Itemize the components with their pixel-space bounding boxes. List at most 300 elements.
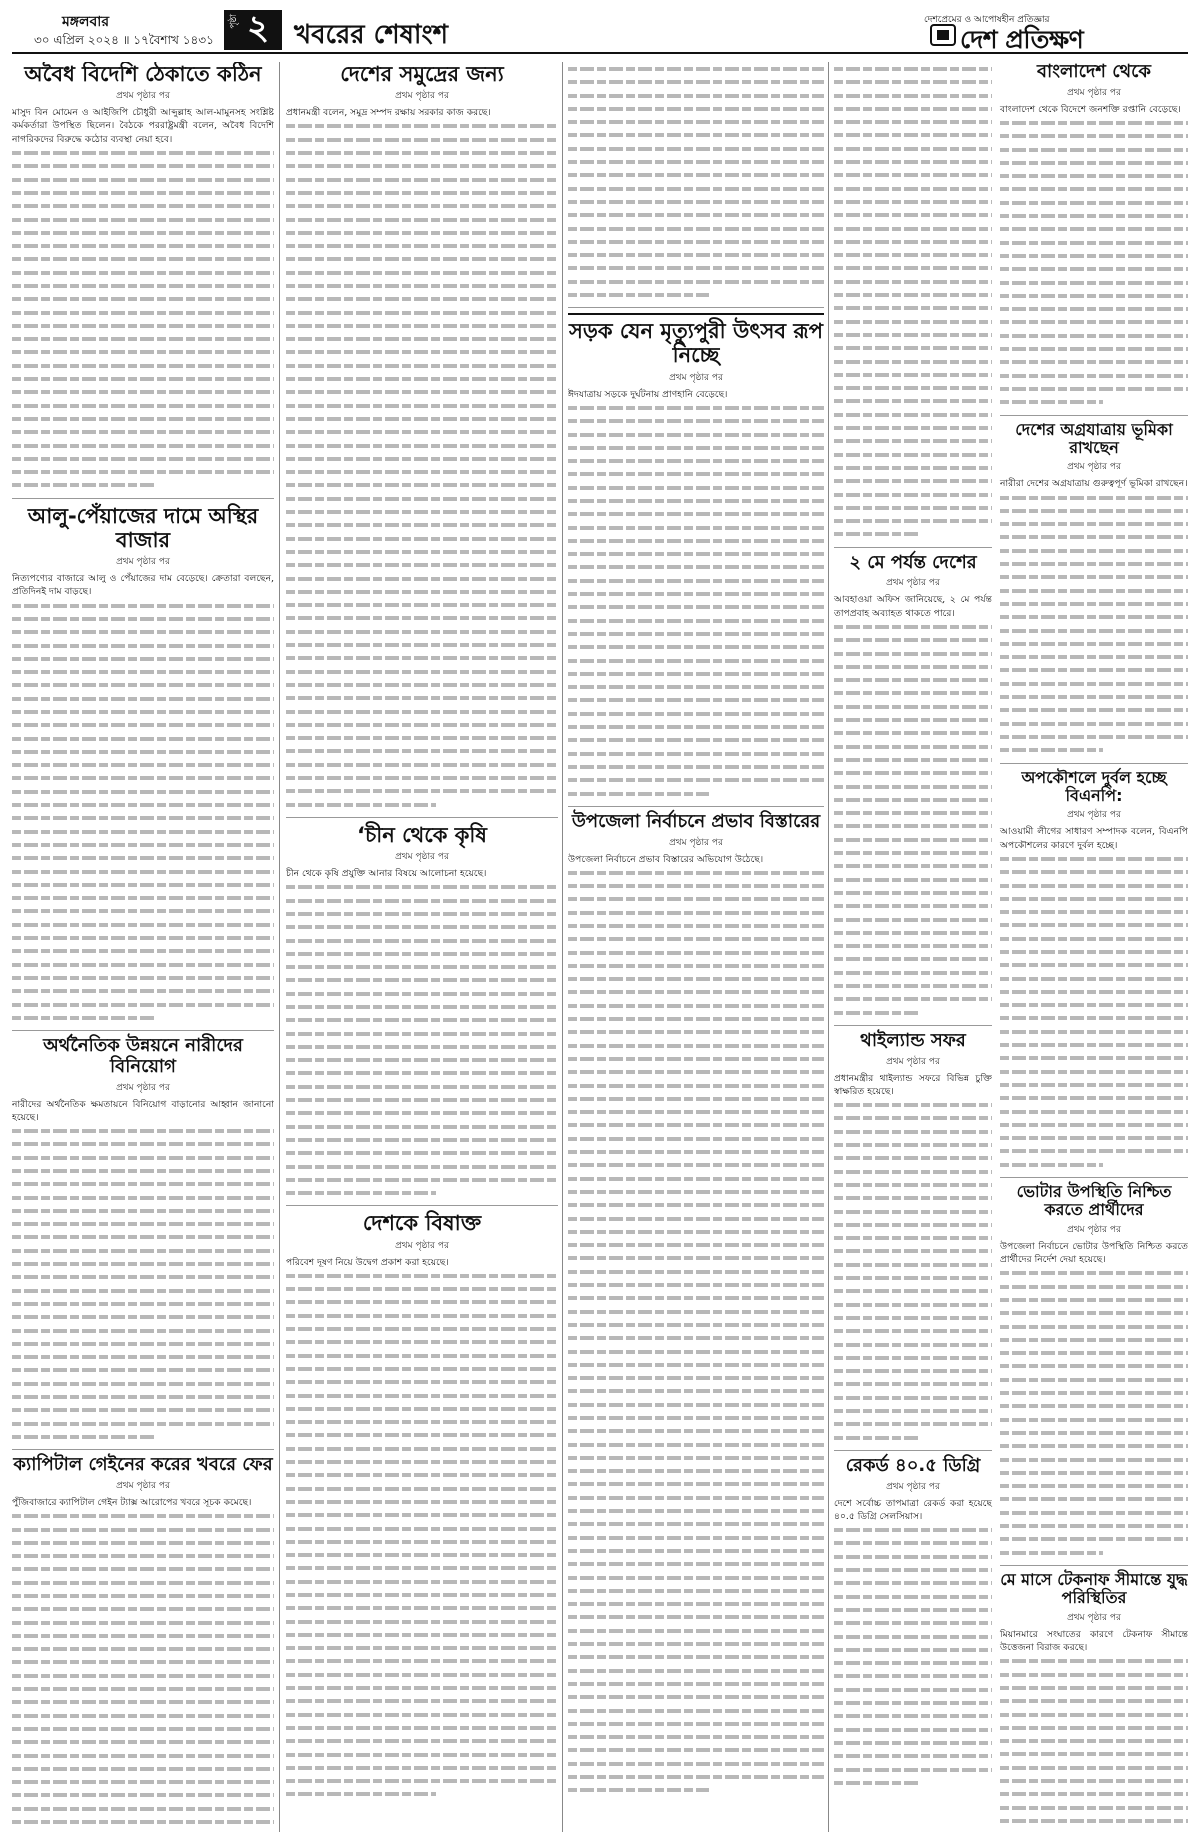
text-line (834, 168, 992, 181)
story-body-continued (834, 62, 992, 541)
text-line (568, 1438, 824, 1451)
jump-label: প্রথম পৃষ্ঠার পর (116, 1480, 170, 1491)
story-body: পুঁজিবাজারে ক্যাপিটাল গেইন ট্যাক্স আরোপের খবরে সূচক কমেছে। (12, 1496, 252, 1508)
text-line (1000, 1774, 1188, 1787)
page-label: পৃষ্ঠা (229, 14, 239, 29)
text-line (834, 979, 992, 992)
text-line (568, 787, 709, 800)
text-line (834, 408, 992, 421)
text-line (568, 1265, 824, 1278)
text-line (286, 1173, 558, 1186)
text-line (12, 665, 274, 678)
text-line (568, 182, 824, 195)
story-body-continued (1000, 852, 1188, 1171)
text-line (1000, 1734, 1188, 1747)
text-line (568, 1132, 824, 1145)
text-line (286, 598, 558, 611)
text-line (12, 1602, 274, 1615)
text-line (834, 740, 992, 753)
text-line (12, 425, 274, 438)
text-line (834, 248, 992, 261)
text-line (12, 1735, 274, 1748)
text-line (12, 1616, 274, 1629)
text-line (1000, 329, 1188, 342)
text-line (834, 1151, 992, 1164)
story-headline: অপকৌশলে দুর্বল হচ্ছে বিএনপি: (1021, 767, 1167, 805)
text-line (12, 918, 274, 931)
jump-label: প্রথম পৃষ্ঠার পর (886, 578, 940, 589)
text-line (12, 958, 274, 971)
text-line (834, 1098, 992, 1111)
text-line (12, 1762, 274, 1775)
text-line (1000, 918, 1188, 931)
text-line (12, 798, 274, 811)
text-line (286, 173, 558, 186)
text-line (1000, 1359, 1188, 1372)
text-line (568, 1185, 824, 1198)
text-line (12, 1695, 274, 1708)
text-line (834, 421, 992, 434)
text-line (286, 771, 558, 784)
text-line (834, 208, 992, 221)
text-line (1000, 892, 1188, 905)
text-line (286, 1146, 558, 1159)
text-line (1000, 196, 1188, 209)
text-line (834, 1125, 992, 1138)
text-line (12, 785, 274, 798)
text-line (286, 1415, 558, 1428)
text-line (12, 319, 274, 332)
text-line (568, 1092, 824, 1105)
story-body-continued (834, 1523, 992, 1789)
column-rule (562, 62, 563, 1832)
text-line (1000, 1399, 1188, 1412)
text-line (1000, 1293, 1188, 1306)
text-line (834, 235, 992, 248)
text-line (1000, 182, 1188, 195)
text-line (1000, 1827, 1188, 1832)
text-line (286, 372, 558, 385)
text-line (1000, 1025, 1188, 1038)
text-line (568, 62, 824, 75)
text-line (286, 1761, 558, 1774)
text-line (1000, 1065, 1188, 1078)
story-headline: অর্থনৈতিক উন্নয়নে নারীদের বিনিয়োগ (43, 1035, 243, 1077)
divider (834, 1450, 992, 1451)
text-line (286, 478, 558, 491)
newspaper-logo-icon (930, 24, 956, 46)
text-line (12, 692, 274, 705)
text-line (12, 1655, 274, 1668)
text-line (568, 414, 824, 427)
text-line (12, 1390, 274, 1403)
text-line (1000, 985, 1188, 998)
jump-label: প্রথম পৃষ্ঠার পর (116, 557, 170, 568)
text-line (568, 1318, 824, 1331)
text-line (834, 1298, 992, 1311)
text-line (12, 399, 274, 412)
text-line (568, 627, 824, 640)
text-line (1000, 169, 1188, 182)
text-line (1000, 1814, 1188, 1827)
text-line (12, 239, 274, 252)
text-line (12, 599, 274, 612)
text-line (286, 119, 558, 132)
jump-label: প্রথম পৃষ্ঠার পর (116, 1082, 170, 1093)
text-line (568, 1358, 824, 1371)
text-line (12, 1177, 274, 1190)
story-headline: রেকর্ড ৪০.৫ ডিগ্রি (845, 1454, 981, 1476)
text-line (834, 633, 992, 646)
story-headline: দেশের অগ্রযাত্রায় ভূমিকা রাখছেন (1015, 419, 1173, 457)
text-line (1000, 743, 1103, 756)
text-line (286, 1322, 558, 1335)
text-line (568, 1557, 824, 1570)
text-line (12, 213, 274, 226)
text-line (1000, 932, 1188, 945)
text-line (286, 880, 558, 893)
text-line (568, 1690, 824, 1703)
text-line (834, 833, 992, 846)
text-line (286, 920, 558, 933)
text-line (834, 1709, 992, 1722)
text-line (12, 745, 274, 758)
text-line (568, 972, 824, 985)
text-line (1000, 690, 1188, 703)
text-line (568, 1411, 824, 1424)
text-line (1000, 315, 1188, 328)
story-voter (1000, 1183, 1188, 1559)
text-line (286, 1654, 558, 1667)
text-line (834, 660, 992, 673)
text-line (1000, 1532, 1188, 1545)
text-line (286, 718, 558, 731)
text-line (12, 1297, 274, 1310)
text-line (568, 707, 824, 720)
jump-label: প্রথম পৃষ্ঠার পর (669, 372, 723, 383)
text-line (12, 891, 274, 904)
text-line (568, 932, 824, 945)
text-line (286, 625, 558, 638)
text-line (12, 1788, 274, 1801)
text-line (286, 133, 558, 146)
text-line (834, 1763, 992, 1776)
text-line (12, 345, 274, 358)
text-line (286, 1694, 558, 1707)
text-line (1000, 998, 1188, 1011)
story-body: বাংলাদেশ থেকে বিদেশে জনশক্তি রপ্তানি বেড়েছে। (1000, 103, 1181, 115)
text-line (286, 159, 558, 172)
divider (12, 1030, 274, 1031)
text-line (834, 819, 992, 832)
text-line (12, 372, 274, 385)
text-line (834, 966, 992, 979)
story-upazila (568, 812, 824, 1797)
story-body-continued (568, 866, 824, 1797)
text-line (834, 328, 992, 341)
jump-label: প্রথম পৃষ্ঠার পর (1067, 810, 1121, 821)
text-line (12, 1802, 274, 1815)
text-line (834, 315, 992, 328)
text-line (834, 195, 992, 208)
text-line (286, 1721, 558, 1734)
column-4-left (834, 62, 992, 1832)
text-line (568, 102, 824, 115)
text-line (12, 1230, 274, 1243)
text-line (568, 1291, 824, 1304)
jump-label: প্রথম পৃষ্ঠার পর (1067, 462, 1121, 473)
text-line (1000, 116, 1188, 129)
text-line (12, 865, 274, 878)
text-line (12, 1284, 274, 1297)
text-line (1000, 1761, 1188, 1774)
text-line (286, 1668, 558, 1681)
story-body-continued (834, 1098, 992, 1444)
text-line (834, 288, 992, 301)
text-line (568, 1278, 824, 1291)
text-line (12, 1562, 274, 1575)
story-headline: থাইল্যান্ড সফর (860, 1029, 966, 1051)
text-line (286, 1615, 558, 1628)
text-line (286, 1588, 558, 1601)
text-line (12, 1310, 274, 1323)
text-line (1000, 1721, 1188, 1734)
story-body-continued (1000, 116, 1188, 409)
text-line (286, 1508, 558, 1521)
text-line (568, 1544, 824, 1557)
text-line (568, 1198, 824, 1211)
text-line (1000, 504, 1188, 517)
text-line (834, 1218, 992, 1231)
text-line (834, 1523, 992, 1536)
text-line (1000, 544, 1188, 557)
story-body: প্রধানমন্ত্রীর থাইল্যান্ড সফরে বিভিন্ন চুক্তি স্বাক্ষরিত হয়েছে। (834, 1072, 992, 1097)
text-line (834, 275, 992, 288)
text-line (12, 944, 274, 957)
text-line (568, 906, 824, 919)
text-line (568, 195, 824, 208)
text-line (286, 651, 558, 664)
text-line (568, 892, 824, 905)
text-line (12, 1430, 156, 1443)
story-headline: ‘চীন থেকে কৃষি (356, 822, 487, 847)
text-line (1000, 156, 1188, 169)
text-line (12, 1217, 274, 1230)
jump-label: প্রথম পৃষ্ঠার পর (395, 1240, 449, 1251)
text-line (568, 481, 824, 494)
divider (286, 1205, 558, 1206)
text-line (834, 222, 992, 235)
text-line (1000, 222, 1188, 235)
text-line (286, 399, 558, 412)
text-line (834, 620, 992, 633)
text-line (12, 1682, 274, 1695)
text-line (12, 904, 274, 917)
text-line (286, 532, 558, 545)
text-line (286, 1269, 558, 1282)
text-line (1000, 491, 1188, 504)
story-headline: বাংলাদেশ থেকে (1036, 62, 1151, 82)
text-line (834, 1165, 992, 1178)
text-line (1000, 382, 1188, 395)
text-line (568, 75, 824, 88)
text-line (834, 1563, 992, 1576)
text-line (286, 252, 558, 265)
text-line (834, 301, 992, 314)
story-chin (286, 823, 558, 1200)
text-line (568, 614, 824, 627)
text-line (834, 1006, 921, 1019)
story-headline: ক্যাপিটাল গেইনের করের খবরে ফের (13, 1454, 273, 1476)
text-line (834, 926, 992, 939)
text-line (568, 1610, 824, 1623)
jump-label: প্রথম পৃষ্ঠার পর (395, 91, 449, 102)
masthead (12, 6, 1188, 54)
text-line (834, 182, 992, 195)
divider (1000, 1565, 1188, 1566)
text-line (286, 1522, 558, 1535)
text-line (568, 733, 824, 746)
text-line (12, 718, 274, 731)
text-line (286, 1389, 558, 1402)
text-line (834, 474, 992, 487)
text-line (1000, 663, 1188, 676)
text-line (12, 811, 274, 824)
text-line (286, 505, 558, 518)
text-line (568, 1158, 824, 1171)
text-line (568, 680, 824, 693)
section-title: খবরের শেষাংশ (294, 20, 449, 50)
text-line (568, 667, 824, 680)
text-line (286, 731, 558, 744)
text-line (1000, 1546, 1103, 1559)
text-line (834, 142, 992, 155)
story-body: প্রধানমন্ত্রী বলেন, সমুদ্র সম্পদ রক্ষায় সরকার কাজ করছে। (286, 107, 491, 119)
text-line (286, 1309, 558, 1322)
jump-label: প্রথম পৃষ্ঠার পর (116, 91, 170, 102)
text-line (12, 1257, 274, 1270)
text-line (568, 275, 824, 288)
issue-date: ৩০ এপ্রিল ২০২৪ ॥ ১৭বৈশাখ ১৪৩১ (34, 33, 214, 47)
text-line (286, 146, 558, 159)
jump-label: প্রথম পৃষ্ঠার পর (886, 1056, 940, 1067)
text-line (834, 1324, 992, 1337)
text-line (568, 428, 824, 441)
text-line (286, 585, 558, 598)
text-line (568, 1025, 824, 1038)
text-line (1000, 1386, 1188, 1399)
text-line (1000, 143, 1188, 156)
text-line (568, 1052, 824, 1065)
text-line (12, 678, 274, 691)
text-line (1000, 1144, 1188, 1157)
text-line (12, 1337, 274, 1350)
text-line (12, 984, 274, 997)
text-line (286, 266, 558, 279)
text-line (1000, 650, 1188, 663)
text-line (286, 1482, 558, 1495)
text-line (286, 1362, 558, 1375)
text-line (834, 1231, 992, 1244)
text-line (834, 1351, 992, 1364)
text-line (12, 1011, 156, 1024)
text-line (286, 439, 558, 452)
text-line (1000, 1801, 1188, 1814)
text-line (12, 652, 274, 665)
text-line (834, 899, 992, 912)
text-line (1000, 1506, 1188, 1519)
text-line (286, 279, 558, 292)
text-line (834, 368, 992, 381)
text-line (568, 1251, 824, 1264)
text-line (286, 1040, 558, 1053)
text-line (568, 574, 824, 587)
text-line (286, 691, 558, 704)
text-line (12, 159, 274, 172)
divider (286, 817, 558, 818)
story-body-continued (568, 62, 824, 301)
text-line (834, 1669, 992, 1682)
text-line (12, 732, 274, 745)
text-line (568, 1172, 824, 1185)
text-line (834, 448, 992, 461)
column-4 (834, 62, 1188, 1832)
story-capital (12, 1455, 274, 1832)
text-line (568, 1650, 824, 1663)
text-line (286, 1133, 558, 1146)
text-line (568, 760, 824, 773)
text-line (286, 1641, 558, 1654)
column-rule (828, 62, 829, 1832)
text-line (568, 1770, 824, 1783)
text-line (1000, 1787, 1188, 1800)
text-line (12, 1642, 274, 1655)
story-body-continued (12, 599, 274, 1025)
text-line (568, 1331, 824, 1344)
text-line (834, 1191, 992, 1204)
text-line (834, 673, 992, 686)
text-line (834, 1431, 921, 1444)
text-line (12, 1669, 274, 1682)
text-line (834, 1258, 992, 1271)
text-line (12, 1204, 274, 1217)
story-body-continued (12, 146, 274, 492)
text-line (834, 115, 992, 128)
text-line (834, 1683, 992, 1696)
text-line (1000, 1320, 1188, 1333)
text-line (286, 1535, 558, 1548)
text-line (834, 89, 992, 102)
text-line (568, 1664, 824, 1677)
text-line (834, 913, 992, 926)
text-line (568, 720, 824, 733)
text-line (834, 859, 992, 872)
text-line (286, 518, 558, 531)
text-line (12, 931, 274, 944)
text-line (1000, 249, 1188, 262)
text-line (1000, 1158, 1103, 1171)
story-body: ঈদযাত্রায় সড়কে দুর্ঘটনায় প্রাণহানি বেড়েছে। (568, 388, 728, 400)
page-number-box (224, 7, 282, 50)
text-line (834, 1736, 992, 1749)
text-line (568, 999, 824, 1012)
text-line (286, 1681, 558, 1694)
text-line (834, 873, 992, 886)
text-line (12, 1709, 274, 1722)
text-line (568, 1384, 824, 1397)
text-line (1000, 584, 1188, 597)
column-4-right (1000, 62, 1188, 1832)
